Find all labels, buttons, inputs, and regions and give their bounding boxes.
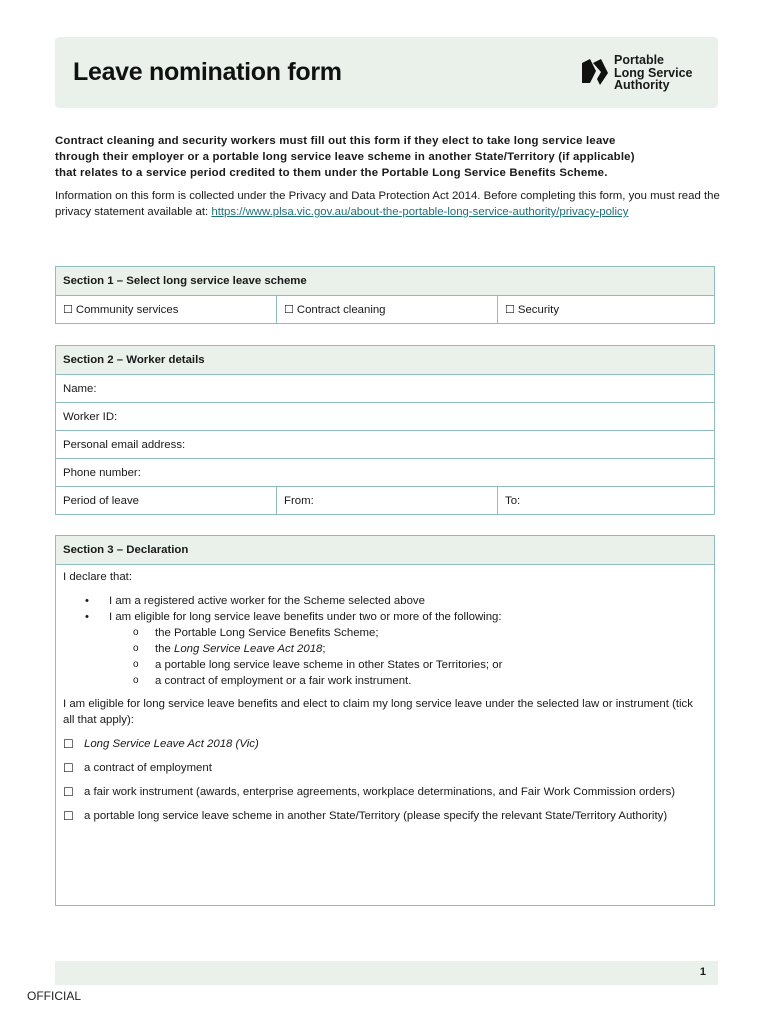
option-fair-work-instrument[interactable] xyxy=(63,784,707,800)
checkbox-icon[interactable]: ☐ xyxy=(63,809,74,823)
checkbox-icon[interactable]: ☐ xyxy=(505,303,515,316)
section-2-heading: Section 2 – Worker details xyxy=(56,346,715,375)
sub-item: o a portable long service leave scheme in other States or Territories; or xyxy=(63,657,707,673)
option-security[interactable] xyxy=(498,296,715,324)
classification-label: OFFICIAL xyxy=(27,989,82,1003)
logo-line-3: Authority xyxy=(614,78,670,92)
eligibility-sublist xyxy=(63,625,707,689)
privacy-policy-link[interactable]: https://www.plsa.vic.gov.au/about-the-portable-long-service-authority/privacy-policy xyxy=(211,206,629,218)
declaration-list xyxy=(63,593,707,625)
checkbox-icon[interactable]: ☐ xyxy=(63,785,74,799)
section-3-box xyxy=(55,535,715,906)
option-portable-scheme[interactable] xyxy=(63,808,707,824)
footer-band xyxy=(55,961,718,985)
checkbox-icon[interactable]: ☐ xyxy=(63,737,74,751)
privacy-notice xyxy=(55,188,720,220)
intro-line-1: Contract cleaning and security workers must fill out this form if they elect to take long service leave xyxy=(55,135,616,147)
option-label: Contract cleaning xyxy=(296,304,386,316)
logo-line-1: Portable xyxy=(614,53,665,67)
leave-from-field[interactable]: From: xyxy=(277,487,498,515)
psla-logo xyxy=(580,54,705,92)
section-1-table xyxy=(55,266,715,324)
checkbox-icon[interactable]: ☐ xyxy=(63,761,74,775)
name-field[interactable]: Name: xyxy=(56,375,715,403)
page-title: Leave nomination form xyxy=(73,58,342,86)
privacy-text: Information on this form is collected under the Privacy and Data Protection Act 2014. Before completing this form, you must read the privacy statement available at: xyxy=(55,190,720,218)
sub-item-prefix: the xyxy=(155,643,174,655)
option-community-services[interactable] xyxy=(56,296,277,324)
sub-item-act: Long Service Leave Act 2018 xyxy=(174,643,323,655)
option-label: Security xyxy=(517,304,560,316)
option-label: a fair work instrument (awards, enterprise agreements, workplace determinations, and Fair Work Commission orders) xyxy=(84,786,676,798)
declare-text: I declare that: xyxy=(63,571,133,583)
intro-instructions xyxy=(55,133,715,181)
option-label: a portable long service leave scheme in another State/Territory (please specify the relevant State/Territory Authority) xyxy=(84,810,668,822)
option-contract-of-employment[interactable] xyxy=(63,760,707,776)
bullet-item: • I am a registered active worker for the Scheme selected above xyxy=(63,593,707,609)
option-label: Long Service Leave Act 2018 (Vic) xyxy=(84,738,259,750)
intro-line-3: that relates to a service period credited to them under the Portable Long Service Benefits Scheme. xyxy=(55,167,608,179)
section-1-heading: Section 1 – Select long service leave scheme xyxy=(56,267,715,296)
worker-id-field[interactable]: Worker ID: xyxy=(56,403,715,431)
sub-item: o the Portable Long Service Benefits Scheme; xyxy=(63,625,707,641)
email-field[interactable]: Personal email address: xyxy=(56,431,715,459)
psla-logo-icon xyxy=(580,57,610,87)
checkbox-icon[interactable]: ☐ xyxy=(63,303,73,316)
section-3-heading: Section 3 – Declaration xyxy=(56,536,714,565)
intro-line-2: through their employer or a portable long service leave scheme in another State/Territory (if applicable) xyxy=(55,151,635,163)
option-lsl-act[interactable] xyxy=(63,736,707,752)
bullet-item: • I am eligible for long service leave benefits under two or more of the following: xyxy=(63,609,707,625)
checkbox-icon[interactable]: ☐ xyxy=(284,303,294,316)
section-2-table xyxy=(55,345,715,515)
header-band xyxy=(55,37,718,108)
logo-line-2: Long Service xyxy=(614,65,693,80)
option-label: a contract of employment xyxy=(84,762,212,774)
phone-field[interactable]: Phone number: xyxy=(56,459,715,487)
leave-to-field[interactable]: To: xyxy=(498,487,715,515)
option-label: Community services xyxy=(75,304,179,316)
sub-item: o the Long Service Leave Act 2018; xyxy=(63,641,707,657)
eligible-text: I am eligible for long service leave benefits and elect to claim my long service leave under the selected law or instrument (tick all that apply): xyxy=(63,698,693,726)
sub-item: o a contract of employment or a fair work instrument. xyxy=(63,673,707,689)
period-of-leave-label: Period of leave xyxy=(56,487,277,515)
option-contract-cleaning[interactable] xyxy=(277,296,498,324)
page-number: 1 xyxy=(699,966,706,978)
